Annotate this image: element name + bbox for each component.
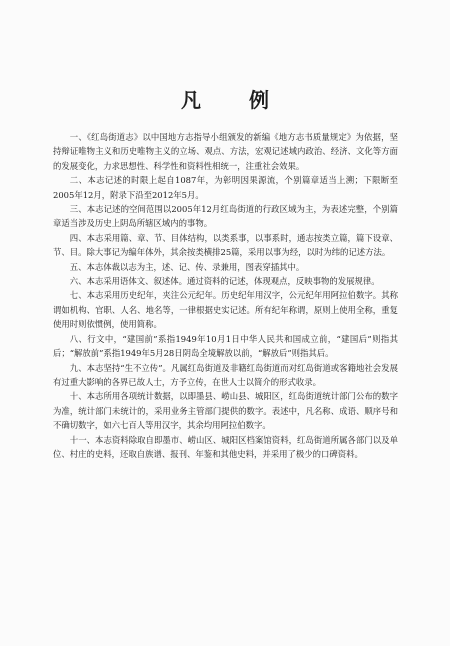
paragraph-1: 一、《红岛街道志》以中国地方志指导小组颁发的新编《地方志书质量规定》为依据，坚持辩证唯物主义和历史唯物主义的立场、观点、方法，宏观记述域内政治、经济、文化等方面的发展变化，力求思想性、科学性和资料性相统一，注重社会效果。: [53, 132, 398, 171]
document-body: [53, 130, 398, 461]
paragraph-3: 三、本志记述的空间范围以2005年12月红岛街道的行政区域为主，为表述完整，个别篇章适当涉及历史上阴岛所辖区域内的事物。: [53, 204, 398, 229]
page-title: 凡 例: [181, 88, 283, 112]
paragraph-4: 四、本志采用篇、章、节、目体结构，以类系事，以事系时，通志按类立篇，篇下设章、节、目。除大事记为编年体外，其余按类横排25篇，采用以事为经，以时为纬的记述方法。: [53, 232, 398, 258]
paragraph-7: 七、本志采用历史纪年，夹注公元纪年。历史纪年用汉字，公元纪年用阿拉伯数字。其称谓如机构、官职、人名、地名等，一律根据史实记述。所有纪年称谓，原则上使用全称，重复使用时则依惯例，使用简称。: [53, 290, 398, 330]
paragraph-2: 二、本志记述的时限上起自1087年，为彰明因果源流，个别篇章适当上溯；下限断至2005年12月，附录下沿至2012年5月。: [53, 175, 398, 200]
paragraph-9: 九、本志坚持“生不立传”。凡属红岛街道及非籍红岛街道而对红岛街道或客籍地社会发展有过重大影响的各界已故人士，方予立传，在世人士以简介的形式收录。: [53, 362, 398, 387]
paragraph-6: 六、本志采用语体文、叙述体。通过资料的记述，体现观点，反映事物的发展规律。: [69, 276, 380, 287]
paragraph-5: 五、本志体裁以志为主，述、记、传、录兼用，图表穿插其中。: [69, 261, 305, 272]
paragraph-8: 八、行文中，“建国前”系指1949年10月1日中华人民共和国成立前，“建国后”则指其后；“解放前”系指1949年5月28日阴岛全境解放以前，“解放后”则指其后。: [53, 333, 398, 359]
paragraph-11: 十一、本志资料除取自即墨市、崂山区、城阳区档案馆资料，红岛街道所属各部门以及单位、村庄的史料，还取自族谱、报刊、年鉴和其他史料，并采用了极少的口碑资料。: [53, 434, 398, 459]
paragraph-10: 十、本志所用各项统计数据，以即墨县、崂山县、城阳区，红岛街道统计部门公布的数字为准，统计部门未统计的，采用业务主管部门提供的数字。表述中，凡名称、成语、顺序号和不确切数字，如六七百人等用汉字，其余均用阿拉伯数字。: [53, 391, 398, 431]
